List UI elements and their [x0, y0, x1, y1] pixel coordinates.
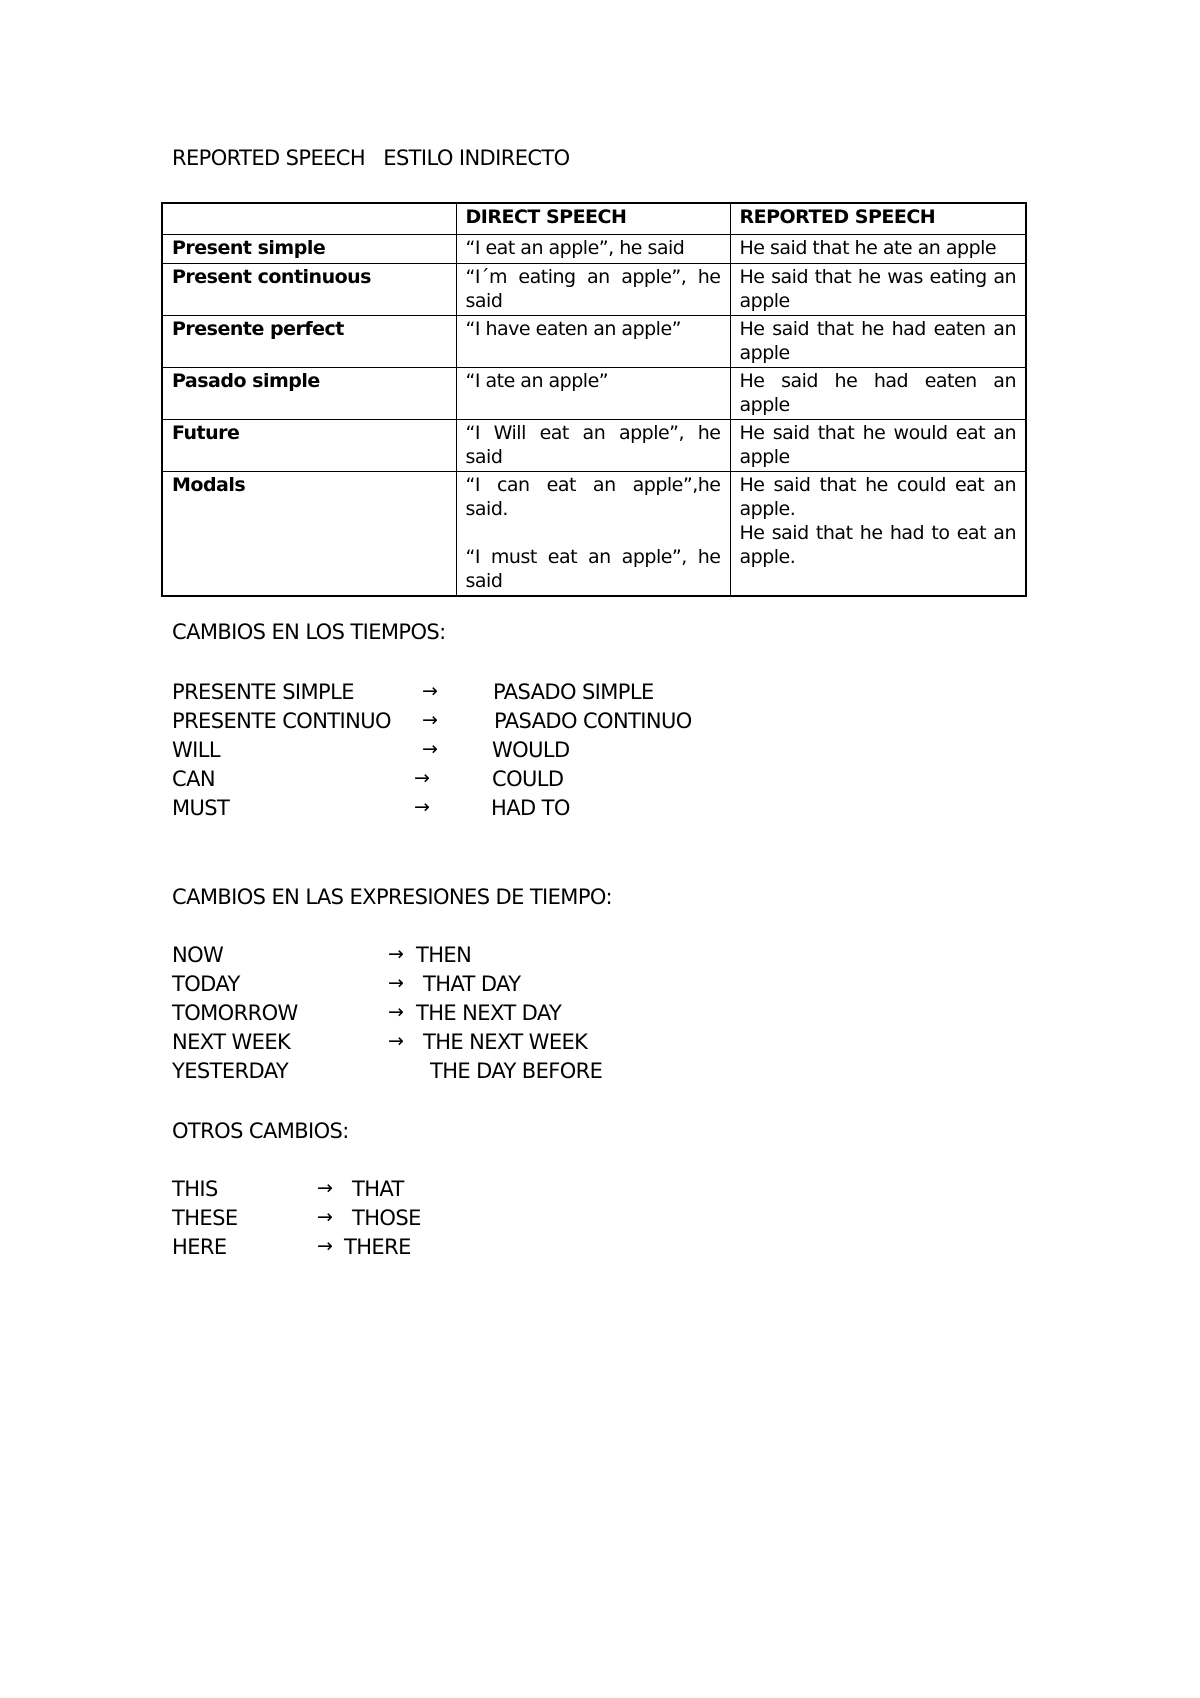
reported-line: He said that he ate an apple: [739, 236, 997, 259]
arrow-icon: →: [388, 972, 404, 994]
from-term: THESE: [172, 1206, 238, 1230]
reported-example: [730, 471, 1026, 596]
arrow-icon: →: [422, 680, 438, 702]
reported-line: He said that he could eat an apple.: [739, 473, 1016, 520]
direct-line: “I Will eat an apple”, he said: [465, 421, 721, 468]
page-title: REPORTED SPEECH ESTILO INDIRECTO: [172, 146, 570, 170]
to-term: COULD: [492, 767, 564, 791]
reported-line: He said that he had to eat an apple.: [739, 521, 1016, 568]
tense-label: Future: [162, 419, 456, 471]
from-term: YESTERDAY: [172, 1059, 289, 1083]
from-term: THIS: [172, 1177, 218, 1201]
arrow-icon: →: [414, 796, 430, 818]
table-row: [162, 263, 1026, 315]
to-term: WOULD: [492, 738, 570, 762]
arrow-icon: →: [422, 709, 438, 731]
reported-line: He said that he was eating an apple: [739, 265, 1016, 312]
tense-changes-heading: CAMBIOS EN LOS TIEMPOS:: [172, 620, 446, 644]
to-term: THEN: [416, 943, 472, 967]
direct-example: [456, 234, 730, 263]
reported-line: He said that he would eat an apple: [739, 421, 1016, 468]
reported-example: [730, 367, 1026, 419]
table-row: [162, 471, 1026, 596]
to-term: THE NEXT WEEK: [423, 1030, 588, 1054]
time-expressions-heading: CAMBIOS EN LAS EXPRESIONES DE TIEMPO:: [172, 885, 612, 909]
header-blank: [162, 203, 456, 234]
from-term: HERE: [172, 1235, 227, 1259]
arrow-icon: →: [422, 738, 438, 760]
reported-speech-table: [161, 202, 1027, 597]
direct-example: [456, 419, 730, 471]
arrow-icon: →: [388, 1001, 404, 1023]
arrow-icon: →: [317, 1206, 333, 1228]
tense-label: Pasado simple: [162, 367, 456, 419]
direct-line: “I eat an apple”, he said: [465, 236, 685, 259]
to-term: THAT: [352, 1177, 404, 1201]
arrow-icon: →: [388, 943, 404, 965]
reported-example: [730, 419, 1026, 471]
direct-example: [456, 471, 730, 596]
from-term: TODAY: [172, 972, 240, 996]
line-gap: [466, 521, 721, 545]
from-term: WILL: [172, 738, 220, 762]
from-term: NOW: [172, 943, 224, 967]
to-term: THE NEXT DAY: [416, 1001, 562, 1025]
other-changes-heading: OTROS CAMBIOS:: [172, 1119, 349, 1143]
from-term: MUST: [172, 796, 230, 820]
from-term: TOMORROW: [172, 1001, 298, 1025]
reported-example: [730, 315, 1026, 367]
reported-example: [730, 263, 1026, 315]
table-row: [162, 315, 1026, 367]
to-term: PASADO SIMPLE: [493, 680, 654, 704]
table-row: [162, 234, 1026, 263]
reported-line: He said he had eaten an apple: [739, 369, 1016, 416]
header-reported-speech: REPORTED SPEECH: [730, 203, 1026, 234]
direct-line: “I´m eating an apple”, he said: [465, 265, 721, 312]
direct-line: “I can eat an apple”,he said.: [465, 473, 721, 520]
reported-example: [730, 234, 1026, 263]
table-row: [162, 367, 1026, 419]
to-term: THOSE: [352, 1206, 421, 1230]
arrow-icon: →: [317, 1235, 333, 1257]
to-term: THERE: [344, 1235, 411, 1259]
arrow-icon: →: [317, 1177, 333, 1199]
from-term: NEXT WEEK: [172, 1030, 291, 1054]
direct-example: [456, 263, 730, 315]
reported-line: He said that he had eaten an apple: [739, 317, 1016, 364]
to-term: THAT DAY: [423, 972, 521, 996]
direct-example: [456, 315, 730, 367]
tense-label: Presente perfect: [162, 315, 456, 367]
direct-line: “I must eat an apple”, he said: [465, 545, 721, 592]
from-term: PRESENTE SIMPLE: [172, 680, 354, 704]
arrow-icon: →: [414, 767, 430, 789]
table-row: [162, 419, 1026, 471]
tense-label: Modals: [162, 471, 456, 596]
direct-line: “I have eaten an apple”: [465, 317, 681, 340]
to-term: HAD TO: [491, 796, 570, 820]
direct-line: “I ate an apple”: [465, 369, 609, 392]
direct-example: [456, 367, 730, 419]
from-term: CAN: [172, 767, 215, 791]
tense-label: Present simple: [162, 234, 456, 263]
table-header-row: [162, 203, 1026, 234]
to-term: PASADO CONTINUO: [494, 709, 692, 733]
from-term: PRESENTE CONTINUO: [172, 709, 391, 733]
header-direct-speech: DIRECT SPEECH: [456, 203, 730, 234]
arrow-icon: →: [388, 1030, 404, 1052]
tense-label: Present continuous: [162, 263, 456, 315]
to-term: THE DAY BEFORE: [430, 1059, 603, 1083]
